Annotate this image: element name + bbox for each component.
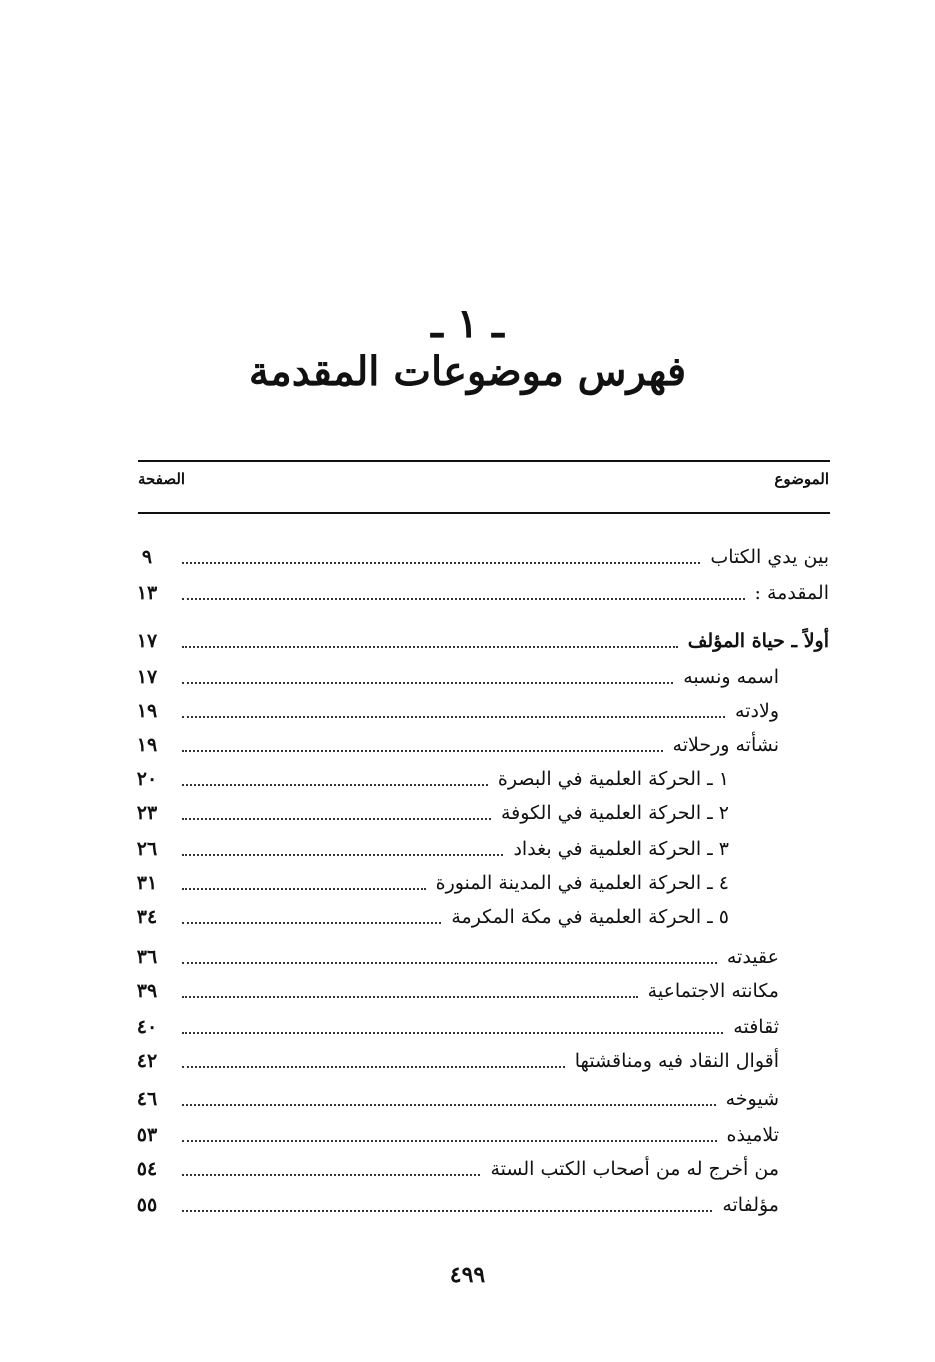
toc-entry xyxy=(130,662,779,692)
toc-entry-page: ٣٩ xyxy=(136,980,158,1002)
toc-entry-label: ١ ـ الحركة العلمية في البصرة xyxy=(497,768,729,790)
dot-leader xyxy=(182,1032,723,1034)
toc-entry-label: مكانته الاجتماعية xyxy=(647,980,779,1002)
toc-entry-page: ١٣ xyxy=(136,582,158,604)
toc-entry-page: ٩ xyxy=(141,546,153,568)
toc-entry xyxy=(130,834,729,864)
dot-leader xyxy=(182,1210,712,1212)
toc-entry-page: ٥٤ xyxy=(136,1158,158,1180)
page-title: فهرس موضوعات المقدمة xyxy=(248,348,687,395)
dot-leader xyxy=(182,646,678,648)
toc-entry-label: ولادته xyxy=(735,700,779,722)
dot-leader xyxy=(182,1066,565,1068)
toc-entry xyxy=(130,1120,779,1150)
toc-entry xyxy=(130,696,779,726)
page-column-header: الصفحة xyxy=(138,470,186,488)
toc-entry-label: شيوخه xyxy=(725,1088,779,1110)
toc-entry-page: ١٩ xyxy=(136,700,158,722)
toc-entry-label: أقوال النقاد فيه ومناقشتها xyxy=(574,1050,779,1072)
dot-leader xyxy=(182,750,663,752)
toc-entry-page: ١٧ xyxy=(136,630,158,652)
toc-entry-page: ٢٠ xyxy=(136,768,158,790)
toc-entry xyxy=(130,868,729,898)
dot-leader xyxy=(182,716,725,718)
toc-entry-page: ٥٥ xyxy=(136,1194,158,1216)
toc-entry xyxy=(130,798,729,828)
toc-entry xyxy=(130,626,829,656)
toc-entry-label: أولاً ـ حياة المؤلف xyxy=(687,630,829,652)
toc-entry-label: عقيدته xyxy=(726,946,779,968)
toc-entry xyxy=(130,1046,779,1076)
toc-entry-page: ٤٢ xyxy=(136,1050,158,1072)
toc-entry-page: ٥٣ xyxy=(136,1124,158,1146)
dot-leader xyxy=(182,818,491,820)
dot-leader xyxy=(182,598,745,600)
toc-entry xyxy=(130,902,729,932)
toc-entry xyxy=(130,1190,779,1220)
toc-entry xyxy=(130,1084,779,1114)
toc-entry-page: ٣١ xyxy=(136,872,158,894)
topic-column-header: الموضوع xyxy=(774,470,829,488)
toc-entry xyxy=(130,942,779,972)
dot-leader xyxy=(182,922,441,924)
toc-entry-label: ٢ ـ الحركة العلمية في الكوفة xyxy=(500,802,729,824)
toc-entry-label: بين يدي الكتاب xyxy=(710,546,829,568)
page-number: ٤٩٩ xyxy=(449,1262,486,1288)
dot-leader xyxy=(182,854,503,856)
toc-entry-page: ٤٦ xyxy=(136,1088,158,1110)
toc-entry-page: ٣٦ xyxy=(136,946,158,968)
toc-entry-label: ٣ ـ الحركة العلمية في بغداد xyxy=(513,838,729,860)
toc-entry-page: ٢٣ xyxy=(136,802,158,824)
dot-leader xyxy=(182,1140,717,1142)
toc-entry xyxy=(130,1012,779,1042)
toc-entry-label: ٥ ـ الحركة العلمية في مكة المكرمة xyxy=(451,906,729,928)
toc-entry-page: ٢٦ xyxy=(136,838,158,860)
dot-leader xyxy=(182,996,638,998)
toc-entry-label: ٤ ـ الحركة العلمية في المدينة المنورة xyxy=(435,872,729,894)
toc-entry-page: ٣٤ xyxy=(136,906,158,928)
dot-leader xyxy=(182,1104,716,1106)
dot-leader xyxy=(182,888,426,890)
toc-entry-page: ٤٠ xyxy=(136,1016,158,1038)
toc-entry-label: نشأته ورحلاته xyxy=(672,734,779,756)
toc-entry-label: تلاميذه xyxy=(726,1124,779,1146)
toc-entry-label: ثقافته xyxy=(733,1016,779,1038)
toc-entry xyxy=(130,764,729,794)
toc-entry-page: ١٩ xyxy=(136,734,158,756)
toc-entry-label: اسمه ونسبه xyxy=(683,666,779,688)
toc-entry xyxy=(130,578,829,608)
toc-entry-page: ١٧ xyxy=(136,666,158,688)
toc-entry xyxy=(130,542,829,572)
dot-leader xyxy=(182,682,673,684)
dot-leader xyxy=(182,784,488,786)
toc-entry-label: المقدمة : xyxy=(754,582,829,604)
toc-entry xyxy=(130,1154,779,1184)
toc-entry-label: من أخرج له من أصحاب الكتب الستة xyxy=(490,1158,779,1180)
toc-entry xyxy=(130,976,779,1006)
dot-leader xyxy=(182,1174,480,1176)
dot-leader xyxy=(182,562,700,564)
toc-entry-label: مؤلفاته xyxy=(722,1194,779,1216)
dot-leader xyxy=(182,962,717,964)
section-number: ـ ١ ـ xyxy=(431,300,504,347)
toc-entry xyxy=(130,730,779,760)
